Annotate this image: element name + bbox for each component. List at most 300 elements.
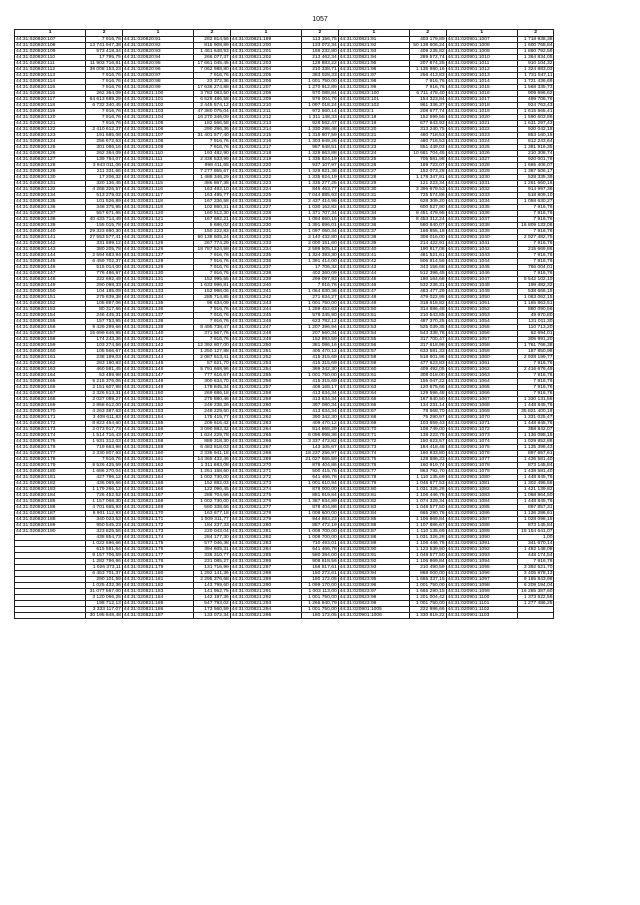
cadastral-value-cell: 1 665 290,15: [409, 589, 446, 595]
cadastral-value-cell: 152 599,55: [409, 115, 446, 121]
cadastral-number-cell: 44:31:020821:138: [122, 319, 193, 325]
cadastral-number-cell: 44:31:020820:142: [15, 241, 86, 247]
cadastral-number-cell: 44:31:020823:53: [338, 325, 409, 331]
cadastral-value-cell: 6 732 340,45: [86, 103, 123, 109]
cadastral-value-cell: 7 916,76: [517, 259, 554, 265]
cadastral-number-cell: 44:31:020823:36: [338, 223, 409, 229]
cadastral-number-cell: 44:31:020823:31: [338, 193, 409, 199]
cadastral-value-cell: 887 472,19: [302, 523, 339, 529]
cadastral-value-cell: 460 581,45: [86, 367, 123, 373]
cadastral-value-cell: 166 855,18: [409, 229, 446, 235]
cadastral-value-cell: 284 177,30: [194, 535, 231, 541]
cadastral-value-cell: 409 470,12: [302, 421, 339, 427]
cadastral-value-cell: 16 285 387,60: [517, 589, 554, 595]
cadastral-number-cell: 44:31:020821:220: [230, 163, 301, 169]
cadastral-value-cell: 1 001 750,00: [302, 607, 339, 613]
cadastral-value-cell: 383 028,33: [302, 73, 339, 79]
cadastral-value-cell: 275 839,38: [86, 295, 123, 301]
cadastral-number-cell: 44:31:020901:1103: [446, 613, 517, 619]
cadastral-value-cell: 184 418,48: [409, 445, 446, 451]
cadastral-number-cell: 44:31:020820:140: [15, 229, 86, 235]
cadastral-value-cell: 528 335,39: [517, 175, 554, 181]
cadastral-number-cell: 44:31:020821:229: [230, 217, 301, 223]
cadastral-number-cell: 44:31:020823:38: [338, 235, 409, 241]
cadastral-number-cell: 44:31:020823:25: [338, 157, 409, 163]
cadastral-number-cell: 44:31:020901:1028: [446, 163, 517, 169]
cadastral-number-cell: 44:31:020821:250: [230, 343, 301, 349]
cadastral-number-cell: 44:31:020823:67: [338, 409, 409, 415]
cadastral-number-cell: 44:31:020820:96: [122, 67, 193, 73]
cadastral-value-cell: 924 763,43: [517, 103, 554, 109]
cadastral-value-cell: 207 560,34: [302, 331, 339, 337]
cadastral-number-cell: 44:31:020820:158: [15, 337, 86, 343]
cadastral-value-cell: 665 290,76: [409, 511, 446, 517]
cadastral-value-cell: 1 001 750,00: [302, 79, 339, 85]
cadastral-number-cell: 44:31:020820:169: [15, 403, 86, 409]
cadastral-number-cell: 44:31:020821:199: [230, 37, 301, 43]
cadastral-value-cell: 1 106 446,76: [409, 541, 446, 547]
cadastral-number-cell: 44:31:020820:189: [15, 523, 86, 529]
cadastral-value-cell: 853 160,15: [517, 133, 554, 139]
cadastral-number-cell: 44:31:020823:56: [338, 343, 409, 349]
cadastral-number-cell: 44:31:020820:132: [15, 187, 86, 193]
cadastral-value-cell: 27 553 577,41: [86, 235, 123, 241]
cadastral-value-cell: 7 916,76: [194, 337, 231, 343]
cadastral-value-cell: 1 094 660,15: [302, 217, 339, 223]
cadastral-value-cell: 1 046 677,53: [409, 481, 446, 487]
cadastral-value-cell: 62 694,01: [517, 331, 554, 337]
cadastral-value-cell: 477 623,83: [409, 361, 446, 367]
column-header-code: 1: [446, 30, 517, 37]
cadastral-value-cell: 402 360,09: [302, 271, 339, 277]
cadastral-number-cell: 44:31:020820:148: [15, 277, 86, 283]
cadastral-value-cell: 152 073,28: [409, 169, 446, 175]
cadastral-value-cell: 169 232,80: [302, 49, 339, 55]
cadastral-value-cell: 1 135 980,16: [409, 67, 446, 73]
cadastral-number-cell: 44:31:020820:109: [15, 49, 86, 55]
cadastral-value-cell: 525 039,35: [409, 325, 446, 331]
cadastral-value-cell: 318 618,82: [409, 301, 446, 307]
cadastral-value-cell: 105 897,06: [86, 301, 123, 307]
cadastral-value-cell: 1 391 414,00: [302, 259, 339, 265]
cadastral-number-cell: 44:31:020821:278: [230, 511, 301, 517]
cadastral-value-cell: 7 916,76: [86, 79, 123, 85]
cadastral-number-cell: 44:31:020821:126: [122, 247, 193, 253]
cadastral-value-cell: 5 686,02: [194, 223, 231, 229]
cadastral-value-cell: 152 998,06: [194, 289, 231, 295]
cadastral-value-cell: 928 562,47: [302, 121, 339, 127]
cadastral-number-cell: 44:31:020821:164: [122, 475, 193, 481]
cadastral-number-cell: 44:31:020821:276: [230, 499, 301, 505]
cadastral-number-cell: 44:31:020821:261: [230, 409, 301, 415]
cadastral-number-cell: 44:31:020823:65: [338, 397, 409, 403]
cadastral-value-cell: 35 821 400,18: [517, 409, 554, 415]
cadastral-value-cell: 479 022,95: [409, 295, 446, 301]
cadastral-number-cell: 44:31:020823:37: [338, 229, 409, 235]
cadastral-value-cell: 163 495,77: [194, 193, 231, 199]
cadastral-number-cell: 44:31:020823:63: [338, 385, 409, 391]
cadastral-number-cell: 44:31:020821:179: [122, 565, 193, 571]
cadastral-value-cell: 577 046,38: [194, 541, 231, 547]
cadastral-number-cell: 44:31:020820:129: [15, 169, 86, 175]
cadastral-value-cell: 29 323 890,30: [86, 229, 123, 235]
cadastral-number-cell: 44:31:020821:224: [230, 187, 301, 193]
cadastral-value-cell: 1 600 768,84: [517, 43, 554, 49]
cadastral-number-cell: 44:31:020820:188: [15, 517, 86, 523]
cadastral-value-cell: 710 493,01: [302, 541, 339, 547]
cadastral-number-cell: 44:31:020820:118: [15, 103, 86, 109]
cadastral-value-cell: 641 466,78: [302, 547, 339, 553]
cadastral-value-cell: 580 840,07: [409, 223, 446, 229]
cadastral-value-cell: 2 027 089,27: [86, 397, 123, 403]
cadastral-value-cell: 7 916,76: [194, 73, 231, 79]
cadastral-value-cell: 2 326 513,31: [86, 391, 123, 397]
cadastral-value-cell: 199 482,32: [517, 283, 554, 289]
cadastral-number-cell: 44:31:020823:82: [338, 499, 409, 505]
cadastral-number-cell: 44:31:020901:1021: [446, 121, 517, 127]
cadastral-number-cell: 44:31:020821:170: [122, 511, 193, 517]
cadastral-number-cell: 44:31:020821:290: [230, 583, 301, 589]
cadastral-value-cell: 214 422,91: [409, 241, 446, 247]
cadastral-value-cell: 909 696,62: [517, 91, 554, 97]
cadastral-value-cell: 7 916,76: [517, 391, 554, 397]
cadastral-value-cell: 167 682,21: [194, 217, 231, 223]
cadastral-number-cell: 44:31:020901:1084: [446, 499, 517, 505]
cadastral-value-cell: 1 665 406,07: [517, 163, 554, 169]
cadastral-value-cell: 1 324 883,03: [517, 67, 554, 73]
cadastral-number-cell: 44:31:020901:1070: [446, 415, 517, 421]
cadastral-value-cell: 6 209 194,04: [517, 583, 554, 589]
cadastral-number-cell: 44:31:020823:47: [338, 289, 409, 295]
cadastral-value-cell: 6 483 818,03: [194, 445, 231, 451]
cadastral-number-cell: 44:31:020823:86: [338, 523, 409, 529]
column-header-value: 2: [302, 30, 339, 37]
cadastral-value-cell: 180 164,68: [409, 277, 446, 283]
cadastral-value-cell: 487 370,25: [409, 319, 446, 325]
table-header-row: [15, 30, 554, 37]
cadastral-value-cell: 120 675,66: [409, 385, 446, 391]
cadastral-number-cell: 44:31:020821:143: [122, 349, 193, 355]
cadastral-number-cell: 44:31:020820:122: [15, 127, 86, 133]
cadastral-number-cell: 44:31:020901:1076: [446, 451, 517, 457]
cadastral-value-cell: 190 817,08: [409, 247, 446, 253]
cadastral-value-cell: 1 686 270,04: [86, 469, 123, 475]
cadastral-number-cell: 44:31:020821:256: [230, 379, 301, 385]
cadastral-number-cell: 44:31:020821:181: [122, 577, 193, 583]
cadastral-number-cell: 44:31:020823:22: [338, 139, 409, 145]
cadastral-number-cell: 44:31:020901:1022: [446, 127, 517, 133]
cadastral-value-cell: 1 330 819,22: [409, 613, 446, 619]
cadastral-value-cell: 1 250 127,88: [194, 349, 231, 355]
cadastral-value-table: [14, 29, 554, 619]
cadastral-value-cell: 1 135 398,43: [517, 445, 554, 451]
cadastral-value-cell: 191 685,08: [86, 133, 123, 139]
cadastral-value-cell: 1 311 683,08: [194, 463, 231, 469]
cadastral-value-cell: 448 174,54: [517, 553, 554, 559]
cadastral-value-cell: 1 329 863,88: [302, 151, 339, 157]
cadastral-value-cell: 972 560,14: [302, 109, 339, 115]
cadastral-value-cell: 1 302 496,56: [517, 481, 554, 487]
cadastral-number-cell: 44:31:020823:95: [338, 577, 409, 583]
cadastral-number-cell: 44:31:020820:99: [122, 85, 193, 91]
cadastral-value-cell: 881 919,84: [302, 493, 339, 499]
cadastral-value-cell: 1 165 863,51: [517, 301, 554, 307]
cadastral-value-cell: 290 098,33: [86, 283, 123, 289]
cadastral-value-cell: 580 384,00: [302, 553, 339, 559]
cadastral-value-cell: 1 316 807,59: [302, 133, 339, 139]
cadastral-value-cell: 1 448 845,76: [517, 403, 554, 409]
cadastral-value-cell: 1 488 346,29: [194, 175, 231, 181]
cadastral-value-cell: 480 718,53: [409, 133, 446, 139]
cadastral-value-cell: 189 723,07: [409, 163, 446, 169]
cadastral-number-cell: 44:31:020820:145: [15, 259, 86, 265]
cadastral-number-cell: 44:31:020821:145: [122, 361, 193, 367]
cadastral-value-cell: 15 154 641,07: [517, 529, 554, 535]
cadastral-value-cell: 12 392 807,00: [194, 343, 231, 349]
cadastral-value-cell: 4 701 665,93: [86, 505, 123, 511]
cadastral-number-cell: 44:31:020823:20: [338, 127, 409, 133]
cadastral-number-cell: 44:31:020821:280: [230, 523, 301, 529]
cadastral-value-cell: 438 854,73: [86, 535, 123, 541]
cadastral-number-cell: 44:31:020901:1063: [446, 373, 517, 379]
cadastral-number-cell: 44:31:020821:128: [122, 259, 193, 265]
cadastral-value-cell: 1 381 916,35: [517, 145, 554, 151]
cadastral-value-cell: 290 101,59: [86, 577, 123, 583]
cadastral-value-cell: 256 413,83: [409, 73, 446, 79]
cadastral-value-cell: 415 315,69: [302, 355, 339, 361]
cadastral-number-cell: 44:31:020901:1048: [446, 283, 517, 289]
cadastral-number-cell: 44:31:020901:1015: [446, 85, 517, 91]
cadastral-number-cell: 44:31:020821:252: [230, 355, 301, 361]
cadastral-number-cell: 44:31:020901:1097: [446, 577, 517, 583]
cadastral-value-cell: 101 526,89: [86, 199, 123, 205]
cadastral-value-cell: 1 048 577,50: [409, 505, 446, 511]
cadastral-number-cell: 44:31:020820:115: [15, 85, 86, 91]
cadastral-number-cell: 44:31:020823:98: [338, 595, 409, 601]
cadastral-value-cell: 1 492 148,08: [517, 547, 554, 553]
cadastral-number-cell: 44:31:020901:1046: [446, 271, 517, 277]
cadastral-value-cell: 7 916,76: [409, 85, 446, 91]
cadastral-value-cell: 47 380 075,04: [194, 109, 231, 115]
cadastral-value-cell: 108 749,00: [409, 427, 446, 433]
cadastral-value-cell: 175 415,77: [194, 415, 231, 421]
cadastral-value-cell: 7 916,76: [409, 79, 446, 85]
cadastral-value-cell: 182 566,58: [194, 121, 231, 127]
cadastral-value-cell: 163 492,10: [194, 187, 231, 193]
cadastral-value-cell: 104 185,09: [86, 289, 123, 295]
cadastral-number-cell: 44:31:020821:275: [230, 493, 301, 499]
cadastral-value-cell: 7 916,76: [86, 109, 123, 115]
cadastral-value-cell: 1 028 098,15: [517, 517, 554, 523]
cadastral-value-cell: 1 373 522,56: [517, 595, 554, 601]
cadastral-value-cell: 341 670,14: [517, 541, 554, 547]
cadastral-number-cell: 44:31:020821:185: [122, 601, 193, 607]
cadastral-number-cell: 44:31:020823:51: [338, 313, 409, 319]
cadastral-number-cell: 44:31:020823:88: [338, 535, 409, 541]
cadastral-value-cell: 1 624 229,78: [194, 433, 231, 439]
cadastral-value-cell: 1 068 864,50: [517, 493, 554, 499]
cadastral-number-cell: 44:31:020901:1085: [446, 505, 517, 511]
cadastral-value-cell: 1 303 849,26: [302, 139, 339, 145]
cadastral-value-cell: 98 634,09: [194, 301, 231, 307]
cadastral-value-cell: 248 229,60: [194, 409, 231, 415]
cadastral-value-cell: 6 459 702,37: [86, 259, 123, 265]
cadastral-number-cell: 44:31:020823:77: [338, 469, 409, 475]
cadastral-value-cell: 155 047,22: [409, 379, 446, 385]
cadastral-value-cell: 308 018,00: [409, 373, 446, 379]
cadastral-number-cell: 44:31:020901:1006: [338, 613, 409, 619]
cadastral-number-cell: 44:31:020901:1077: [446, 457, 517, 463]
cadastral-value-cell: 17 636 274,88: [194, 85, 231, 91]
cadastral-value-cell: 1 731 547,11: [517, 73, 554, 79]
cadastral-number-cell: 44:31:020820:156: [15, 325, 86, 331]
cadastral-value-cell: 403 179,89: [409, 37, 446, 43]
cadastral-value-cell: 677 843,93: [409, 121, 446, 127]
cadastral-value-cell: 246 445,31: [86, 313, 123, 319]
cadastral-number-cell: 44:31:020820:163: [15, 367, 86, 373]
cadastral-value-cell: 1,00: [517, 535, 554, 541]
cadastral-number-cell: 44:31:020821:284: [230, 547, 301, 553]
cadastral-value-cell: 1 178 347,91: [409, 175, 446, 181]
cadastral-value-cell: 141 952,75: [194, 589, 231, 595]
cadastral-number-cell: 44:31:020821:295: [230, 613, 301, 619]
cadastral-number-cell: 44:31:020821:254: [230, 367, 301, 373]
cadastral-value-cell: 1 064 830,36: [302, 289, 339, 295]
cadastral-number-cell: 44:31:020821:233: [230, 241, 301, 247]
cadastral-number-cell: 44:31:020823:39: [338, 241, 409, 247]
cadastral-value-cell: 1 761 766,38: [517, 343, 554, 349]
cadastral-number-cell: 44:31:020823:30: [338, 187, 409, 193]
cadastral-value-cell: 231 085,27: [194, 559, 231, 565]
cadastral-value-cell: 138 223,79: [409, 433, 446, 439]
cadastral-number-cell: 44:31:020823:59: [338, 361, 409, 367]
cadastral-value-cell: 2 858 612,00: [86, 403, 123, 409]
cadastral-value-cell: 1 110 135,69: [409, 529, 446, 535]
cadastral-value-cell: 152 882,03: [194, 481, 231, 487]
cadastral-value-cell: 1 110 135,69: [409, 475, 446, 481]
cadastral-value-cell: 1 207 396,94: [302, 325, 339, 331]
cadastral-value-cell: 142 197,36: [194, 595, 231, 601]
cadastral-number-cell: 44:31:020901:1060: [446, 355, 517, 361]
cadastral-number-cell: 44:31:020821:187: [122, 613, 193, 619]
cadastral-number-cell: 44:31:020823:58: [338, 355, 409, 361]
cadastral-number-cell: 44:31:020901:1023: [446, 133, 517, 139]
cadastral-value-cell: 7 916,76: [517, 211, 554, 217]
cadastral-value-cell: 1 665 337,15: [409, 577, 446, 583]
cadastral-value-cell: 38 008 153,23: [86, 67, 123, 73]
cadastral-number-cell: [15, 613, 86, 619]
cadastral-value-cell: 7 916,76: [86, 115, 123, 121]
cadastral-value-cell: 436 069,66: [86, 481, 123, 487]
cadastral-number-cell: 44:31:020901:1039: [446, 229, 517, 235]
cadastral-number-cell: 44:31:020821:155: [122, 421, 193, 427]
cadastral-number-cell: 44:31:020821:129: [122, 265, 193, 271]
cadastral-value-cell: 285 714,85: [194, 295, 231, 301]
cadastral-number-cell: 44:31:020821:133: [122, 289, 193, 295]
cadastral-number-cell: 44:31:020821:131: [122, 277, 193, 283]
cadastral-number-cell: 44:31:020821:234: [230, 247, 301, 253]
cadastral-value-cell: 1 292 141,36: [194, 571, 231, 577]
cadastral-value-cell: 5 215 376,06: [86, 379, 123, 385]
cadastral-value-cell: 180 172,05: [302, 577, 339, 583]
cadastral-number-cell: 44:31:020901:1102: [446, 607, 517, 613]
cadastral-number-cell: 44:31:020901:1042: [446, 247, 517, 253]
cadastral-number-cell: 44:31:020821:203: [230, 61, 301, 67]
cadastral-number-cell: 44:31:020821:249: [230, 337, 301, 343]
cadastral-value-cell: 110 713,20: [517, 325, 554, 331]
cadastral-value-cell: 308 016,00: [409, 235, 446, 241]
cadastral-value-cell: 16 809 133,06: [517, 223, 554, 229]
cadastral-number-cell: 44:31:020901:1020: [446, 115, 517, 121]
cadastral-value-cell: 1 261 660,16: [517, 181, 554, 187]
cadastral-number-cell: 44:31:020821:160: [122, 451, 193, 457]
cadastral-number-cell: 44:31:020901:1093: [446, 553, 517, 559]
cadastral-number-cell: 44:31:020821:262: [230, 415, 301, 421]
cadastral-number-cell: 44:31:020821:134: [122, 295, 193, 301]
cadastral-number-cell: 44:31:020901:1010: [446, 55, 517, 61]
cadastral-value-cell: 2 410 612,37: [86, 127, 123, 133]
cadastral-number-cell: 44:31:020821:132: [122, 283, 193, 289]
cadastral-number-cell: 44:31:020823:46: [338, 283, 409, 289]
cadastral-number-cell: 44:31:020901:1027: [446, 157, 517, 163]
cadastral-value-cell: 23 372,36: [194, 79, 231, 85]
cadastral-value-cell: 1 002 730,00: [194, 475, 231, 481]
cadastral-value-cell: 515 014,00: [86, 265, 123, 271]
cadastral-value-cell: 628 309,20: [409, 199, 446, 205]
cadastral-number-cell: 44:31:020823:26: [338, 163, 409, 169]
cadastral-value-cell: 2 295 376,68: [194, 577, 231, 583]
cadastral-value-cell: 1 009 311,77: [194, 517, 231, 523]
cadastral-value-cell: 18 237 256,97: [302, 451, 339, 457]
cadastral-value-cell: 2 140 432,80: [302, 235, 339, 241]
cadastral-number-cell: 44:31:020823:64: [338, 391, 409, 397]
cadastral-number-cell: 44:31:020901:1047: [446, 277, 517, 283]
cadastral-number-cell: 44:31:020823:50: [338, 307, 409, 313]
cadastral-value-cell: 1 448 845,76: [517, 499, 554, 505]
cadastral-number-cell: 44:31:020820:176: [15, 445, 86, 451]
cadastral-value-cell: 405 470,12: [302, 349, 339, 355]
cadastral-value-cell: 3 408 611,83: [86, 415, 123, 421]
cadastral-number-cell: 44:31:020821:272: [230, 475, 301, 481]
cadastral-number-cell: 44:31:020901:1083: [446, 493, 517, 499]
cadastral-value-cell: 1 329 821,36: [302, 169, 339, 175]
cadastral-number-cell: 44:31:020820:93: [122, 49, 193, 55]
cadastral-value-cell: 3 783 083,50: [194, 91, 231, 97]
cadastral-number-cell: 44:31:020821:149: [122, 385, 193, 391]
cadastral-number-cell: 44:31:020821:283: [230, 541, 301, 547]
cadastral-value-cell: 480 716,53: [409, 139, 446, 145]
cadastral-value-cell: 64 613 689,29: [86, 97, 123, 103]
cadastral-value-cell: 1 030 162,82: [302, 205, 339, 211]
cadastral-number-cell: 44:31:020820:144: [15, 253, 86, 259]
cadastral-number-cell: 44:31:020901:1011: [446, 61, 517, 67]
cadastral-number-cell: 44:31:020823:23: [338, 145, 409, 151]
cadastral-value-cell: 2 151 607,98: [86, 385, 123, 391]
cadastral-number-cell: 44:31:020821:109: [122, 145, 193, 151]
cadastral-number-cell: 44:31:020821:95: [338, 61, 409, 67]
cadastral-number-cell: 44:31:020821:202: [230, 55, 301, 61]
cadastral-number-cell: 44:31:020821:120: [122, 211, 193, 217]
cadastral-value-cell: [517, 613, 554, 619]
cadastral-number-cell: 44:31:020821:223: [230, 181, 301, 187]
cadastral-number-cell: 44:31:020820:151: [15, 295, 86, 301]
cadastral-value-cell: 10 681 704,45: [409, 151, 446, 157]
cadastral-number-cell: 44:31:020821:289: [230, 577, 301, 583]
cadastral-value-cell: 1 001 750,00: [409, 583, 446, 589]
cadastral-number-cell: 44:31:020823:69: [338, 421, 409, 427]
cadastral-value-cell: 1 123 539,90: [409, 547, 446, 553]
cadastral-number-cell: 44:31:020821:110: [122, 151, 193, 157]
